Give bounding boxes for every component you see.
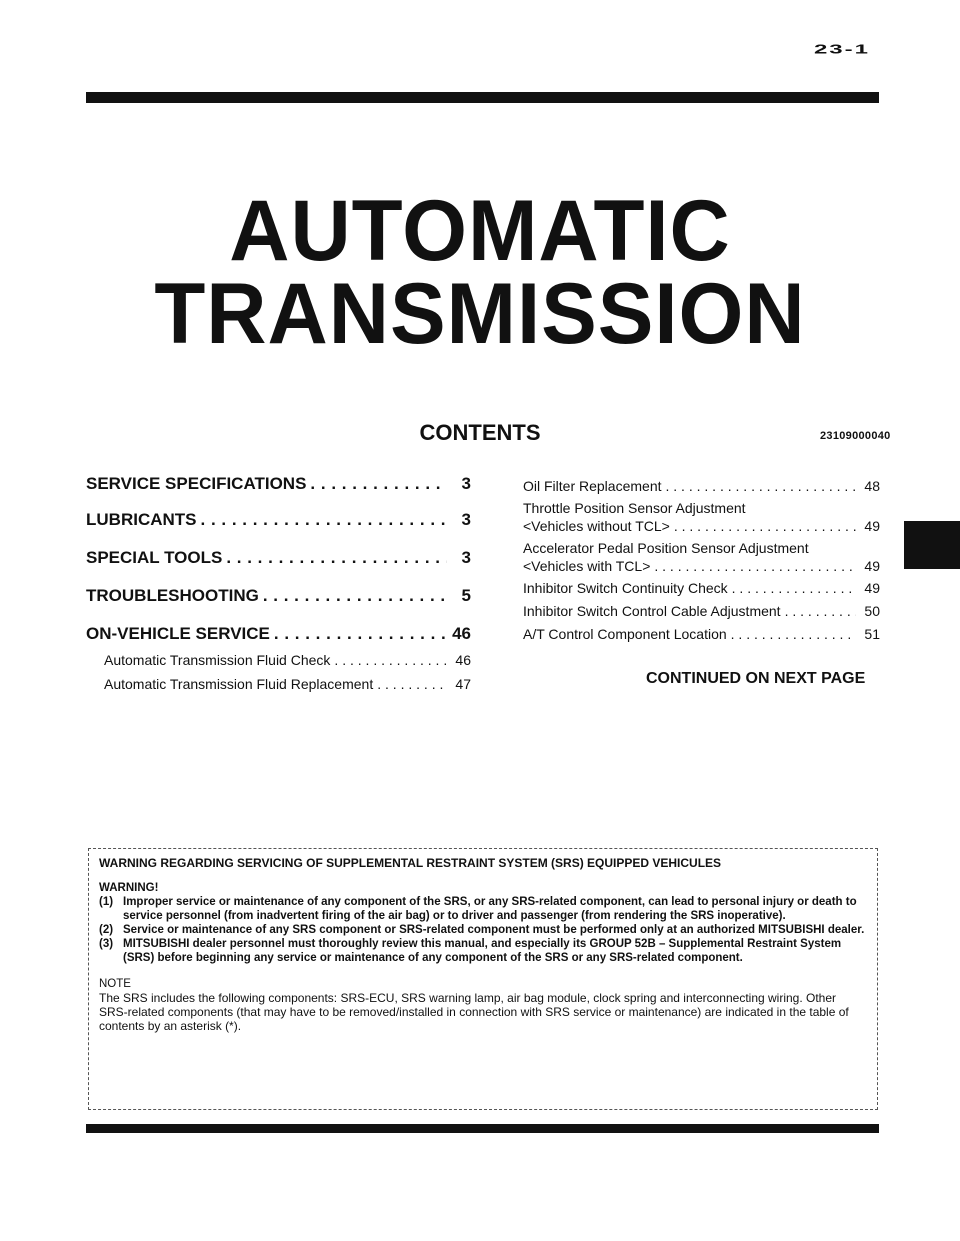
toc-label: Automatic Transmission Fluid Replacement: [104, 676, 374, 692]
warning-heading: WARNING REGARDING SERVICING OF SUPPLEMENTAL RESTRAINT SYSTEM (SRS) EQUIPPED VEHICULES: [99, 856, 722, 870]
srs-warning-box: [88, 848, 878, 1110]
warning-title: WARNING!: [99, 882, 159, 894]
toc-entry-service-specifications[interactable]: [86, 474, 471, 496]
warning-item: [99, 923, 867, 937]
toc-page: 50: [864, 603, 880, 619]
warning-item-number: (1): [99, 896, 114, 908]
toc-label-line1: Accelerator Pedal Position Sensor Adjustment: [523, 540, 809, 556]
toc-page: 49: [864, 580, 880, 596]
toc-page: 49: [864, 518, 880, 534]
toc-entry-special-tools[interactable]: [86, 548, 471, 570]
continued-note: CONTINUED ON NEXT PAGE: [646, 670, 866, 687]
note-heading: NOTE: [99, 978, 131, 990]
toc-entry-at-control-location[interactable]: [523, 626, 880, 644]
toc-entry-lubricants[interactable]: [86, 510, 471, 532]
toc-label: A/T Control Component Location: [523, 626, 727, 642]
toc-label: <Vehicles without TCL>: [523, 518, 670, 534]
toc-entry-troubleshooting[interactable]: [86, 586, 471, 608]
toc-label: LUBRICANTS: [86, 510, 197, 529]
title-line-1: AUTOMATIC: [229, 183, 731, 279]
toc-page: 47: [455, 676, 471, 692]
toc-entry-accelerator-sensor[interactable]: [523, 540, 880, 576]
toc-page: 48: [864, 478, 880, 494]
title-line-2: TRANSMISSION: [154, 266, 806, 362]
toc-label: Inhibitor Switch Control Cable Adjustment: [523, 603, 781, 619]
warning-item: [99, 895, 867, 923]
toc-page: 3: [461, 548, 471, 567]
bottom-rule: [86, 1124, 879, 1133]
page-number: 23-1: [813, 42, 870, 57]
note-text: The SRS includes the following components: SRS-ECU, SRS warning lamp, air bag module, clock spring and interconnecting wiring. Other SRS-related components (that may have to be removed/installed in connection with SRS service or maintenance) are indicated in the table of contents by an asterisk (*).: [99, 991, 849, 1033]
top-rule: [86, 92, 879, 103]
section-tab-marker: [904, 521, 960, 569]
warning-item-number: (2): [99, 924, 114, 936]
toc-page: 46: [455, 652, 471, 668]
toc-entry-throttle-sensor[interactable]: [523, 500, 880, 536]
toc-page: 3: [461, 510, 471, 529]
warning-item-text: Improper service or maintenance of any component of the SRS, or any SRS-related component, can lead to personal injury or death to service personnel (from inadvertent firing of the air bag) or to driver and passenger (from rendering the SRS inoperative).: [123, 896, 857, 922]
toc-page: 49: [864, 558, 880, 574]
toc-entry-inhibitor-continuity[interactable]: [523, 580, 880, 598]
toc-label: Automatic Transmission Fluid Check: [104, 652, 331, 668]
toc-label: TROUBLESHOOTING: [86, 586, 259, 605]
toc-entry-inhibitor-cable[interactable]: [523, 603, 880, 621]
warning-item-number: (3): [99, 938, 114, 950]
toc-page: 46: [452, 624, 471, 643]
toc-label: Inhibitor Switch Continuity Check: [523, 580, 728, 596]
document-code: 23109000040: [820, 430, 891, 442]
toc-label-line1: Throttle Position Sensor Adjustment: [523, 500, 746, 516]
toc-label: Oil Filter Replacement: [523, 478, 662, 494]
toc-entry-on-vehicle-service[interactable]: [86, 624, 471, 646]
toc-label: SERVICE SPECIFICATIONS: [86, 474, 307, 493]
warning-item-text: MITSUBISHI dealer personnel must thoroughly review this manual, and especially its GROUP 52B – Supplemental Restraint System (SRS) before beginning any service or maintenance of any component of the SRS or any SRS-related component.: [123, 938, 842, 964]
toc-entry-oil-filter[interactable]: [523, 478, 880, 496]
toc-entry-fluid-check[interactable]: [104, 652, 471, 670]
toc-label: ON-VEHICLE SERVICE: [86, 624, 270, 643]
toc-label: SPECIAL TOOLS: [86, 548, 223, 567]
toc-page: 5: [461, 586, 471, 605]
warning-item: [99, 937, 867, 965]
toc-entry-fluid-replacement[interactable]: [104, 676, 471, 694]
toc-page: 3: [461, 474, 471, 493]
toc-label: <Vehicles with TCL>: [523, 558, 651, 574]
contents-heading: CONTENTS: [419, 420, 541, 445]
toc-right-column: [523, 474, 880, 644]
toc-page: 51: [864, 626, 880, 642]
warning-item-text: Service or maintenance of any SRS component or SRS-related component must be performed only at an authorized MITSUBISHI dealer.: [123, 924, 865, 936]
toc-left-column: [86, 474, 471, 694]
